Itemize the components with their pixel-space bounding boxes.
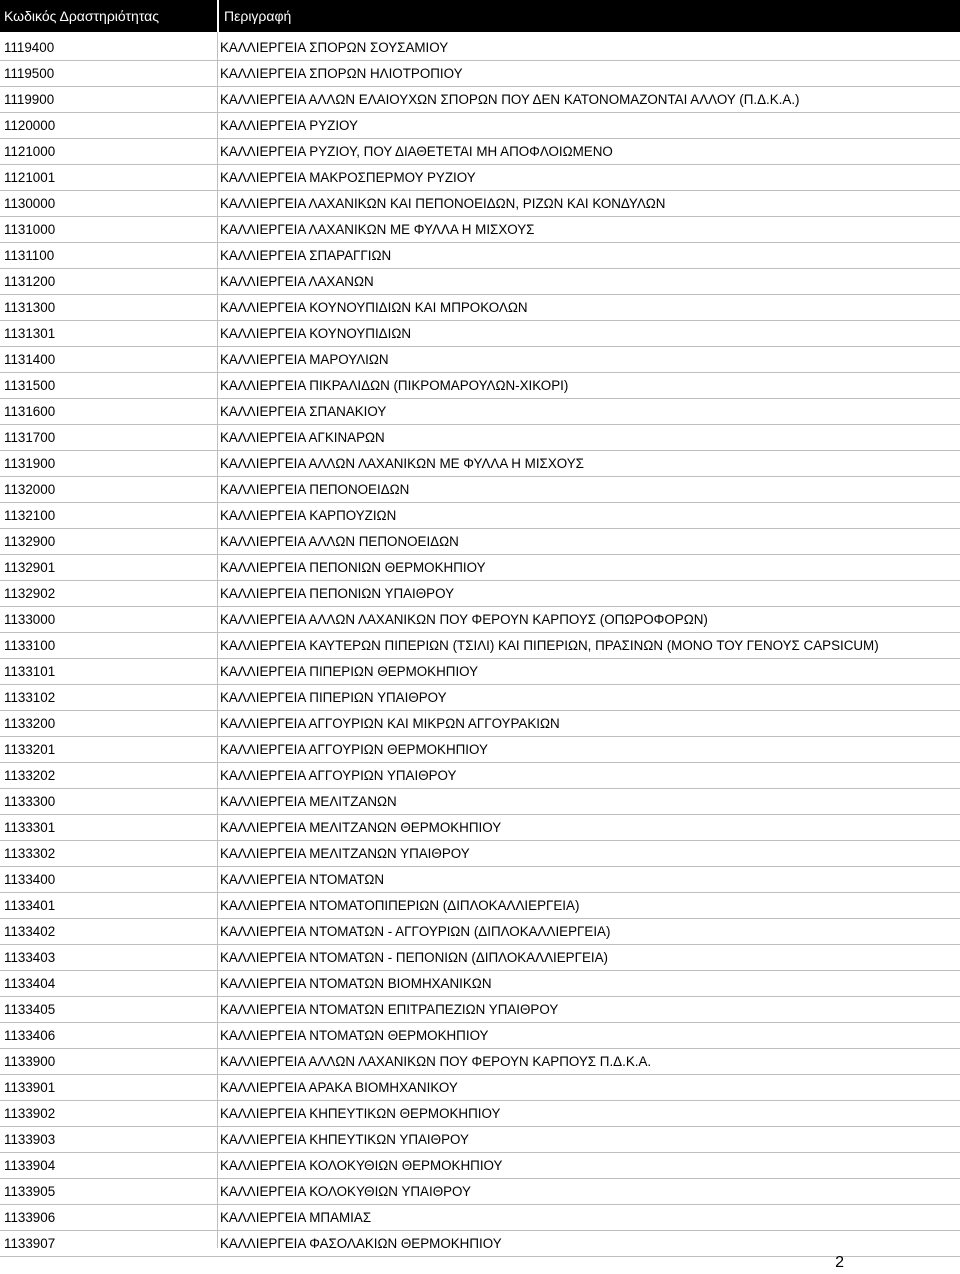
activity-description: ΚΑΛΛΙΕΡΓΕΙΑ ΑΛΛΩΝ ΛΑΧΑΝΙΚΩΝ ΠΟΥ ΦΕΡΟΥΝ ΚΑΡΠΟΥΣ (ΟΠΩΡΟΦΟΡΩΝ) — [220, 612, 708, 627]
activity-description: ΚΑΛΛΙΕΡΓΕΙΑ ΛΑΧΑΝΙΚΩΝ ΜΕ ΦΥΛΛΑ Η ΜΙΣΧΟΥΣ — [220, 222, 535, 237]
table-row — [0, 217, 960, 243]
header-code: Κωδικός Δραστηριότητας — [4, 8, 159, 24]
table-row — [0, 867, 960, 893]
activity-code: 1133404 — [4, 976, 56, 991]
table-row — [0, 503, 960, 529]
activity-description: ΚΑΛΛΙΕΡΓΕΙΑ ΜΑΚΡΟΣΠΕΡΜΟΥ ΡΥΖΙΟΥ — [220, 170, 476, 185]
activity-description: ΚΑΛΛΙΕΡΓΕΙΑ ΣΠΑΡΑΓΓΙΩΝ — [220, 248, 392, 263]
activity-description: ΚΑΛΛΙΕΡΓΕΙΑ ΠΙΠΕΡΙΩΝ ΥΠΑΙΘΡΟΥ — [220, 690, 447, 705]
table-row — [0, 1153, 960, 1179]
activity-description: ΚΑΛΛΙΕΡΓΕΙΑ ΦΑΣΟΛΑΚΙΩΝ ΘΕΡΜΟΚΗΠΙΟΥ — [220, 1236, 502, 1251]
activity-code: 1130000 — [4, 196, 56, 211]
activity-code: 1133904 — [4, 1158, 56, 1173]
table-row — [0, 737, 960, 763]
activity-description: ΚΑΛΛΙΕΡΓΕΙΑ ΠΕΠΟΝΙΩΝ ΥΠΑΙΘΡΟΥ — [220, 586, 455, 601]
table-row — [0, 633, 960, 659]
activity-code: 1133402 — [4, 924, 56, 939]
activity-code: 1133906 — [4, 1210, 56, 1225]
activity-description: ΚΑΛΛΙΕΡΓΕΙΑ ΚΑΡΠΟΥΖΙΩΝ — [220, 508, 397, 523]
activity-code: 1132900 — [4, 534, 56, 549]
table-row — [0, 607, 960, 633]
table-row — [0, 139, 960, 165]
activity-code: 1131301 — [4, 326, 56, 341]
activity-description: ΚΑΛΛΙΕΡΓΕΙΑ ΜΠΑΜΙΑΣ — [220, 1210, 372, 1225]
activity-description: ΚΑΛΛΙΕΡΓΕΙΑ ΑΓΓΟΥΡΙΩΝ ΚΑΙ ΜΙΚΡΩΝ ΑΓΓΟΥΡΑΚΙΩΝ — [220, 716, 560, 731]
activity-code: 1131000 — [4, 222, 56, 237]
table-row — [0, 1179, 960, 1205]
table-row — [0, 893, 960, 919]
activity-description: ΚΑΛΛΙΕΡΓΕΙΑ ΑΛΛΩΝ ΛΑΧΑΝΙΚΩΝ ΠΟΥ ΦΕΡΟΥΝ ΚΑΡΠΟΥΣ Π.Δ.Κ.Α. — [220, 1054, 652, 1069]
table-row — [0, 295, 960, 321]
table-row — [0, 1231, 960, 1257]
activity-code: 1133102 — [4, 690, 56, 705]
activity-description: ΚΑΛΛΙΕΡΓΕΙΑ ΠΙΠΕΡΙΩΝ ΘΕΡΜΟΚΗΠΙΟΥ — [220, 664, 479, 679]
activity-code: 1133905 — [4, 1184, 56, 1199]
table-row — [0, 165, 960, 191]
activity-code: 1121001 — [4, 170, 56, 185]
table-row — [0, 113, 960, 139]
header-description: Περιγραφή — [224, 8, 292, 24]
activity-code: 1133202 — [4, 768, 56, 783]
table-row — [0, 997, 960, 1023]
table-row — [0, 347, 960, 373]
table-row — [0, 659, 960, 685]
activity-code: 1131900 — [4, 456, 56, 471]
table-row — [0, 763, 960, 789]
table-row — [0, 87, 960, 113]
table-row — [0, 1101, 960, 1127]
table-row — [0, 555, 960, 581]
activity-description: ΚΑΛΛΙΕΡΓΕΙΑ ΑΛΛΩΝ ΠΕΠΟΝΟΕΙΔΩΝ — [220, 534, 459, 549]
activity-code: 1119900 — [4, 92, 55, 107]
activity-code: 1133903 — [4, 1132, 56, 1147]
activity-code: 1133406 — [4, 1028, 56, 1043]
activity-description: ΚΑΛΛΙΕΡΓΕΙΑ ΝΤΟΜΑΤΟΠΙΠΕΡΙΩΝ (ΔΙΠΛΟΚΑΛΛΙΕΡΓΕΙΑ) — [220, 898, 580, 913]
table-row — [0, 243, 960, 269]
activity-code: 1131600 — [4, 404, 56, 419]
table-row — [0, 425, 960, 451]
activity-code: 1119500 — [4, 66, 55, 81]
activity-code: 1133201 — [4, 742, 56, 757]
activity-code: 1131300 — [4, 300, 56, 315]
activity-code: 1132901 — [4, 560, 56, 575]
activity-code: 1133405 — [4, 1002, 56, 1017]
activity-description: ΚΑΛΛΙΕΡΓΕΙΑ ΑΡΑΚΑ ΒΙΟΜΗΧΑΝΙΚΟΥ — [220, 1080, 458, 1095]
activity-code: 1133000 — [4, 612, 56, 627]
activity-description: ΚΑΛΛΙΕΡΓΕΙΑ ΣΠΟΡΩΝ ΣΟΥΣΑΜΙΟΥ — [220, 40, 449, 55]
activity-description: ΚΑΛΛΙΕΡΓΕΙΑ ΚΑΥΤΕΡΩΝ ΠΙΠΕΡΙΩΝ (ΤΣΙΛΙ) ΚΑΙ ΠΙΠΕΡΙΩΝ, ΠΡΑΣΙΝΩΝ (ΜΟΝΟ ΤΟΥ ΓΕΝΟΥΣ CAPSICUM) — [220, 638, 879, 653]
activity-code: 1132000 — [4, 482, 56, 497]
table-row — [0, 815, 960, 841]
table-row — [0, 971, 960, 997]
table-row — [0, 1205, 960, 1231]
activity-code: 1131400 — [4, 352, 56, 367]
table-row — [0, 35, 960, 61]
activity-code: 1131700 — [4, 430, 56, 445]
activity-description: ΚΑΛΛΙΕΡΓΕΙΑ ΜΕΛΙΤΖΑΝΩΝ — [220, 794, 397, 809]
activity-description: ΚΑΛΛΙΕΡΓΕΙΑ ΚΗΠΕΥΤΙΚΩΝ ΥΠΑΙΘΡΟΥ — [220, 1132, 469, 1147]
table-row — [0, 945, 960, 971]
activity-code: 1133300 — [4, 794, 56, 809]
activity-code: 1133100 — [4, 638, 56, 653]
table-row — [0, 581, 960, 607]
table-row — [0, 399, 960, 425]
table-row — [0, 711, 960, 737]
activity-description: ΚΑΛΛΙΕΡΓΕΙΑ ΡΥΖΙΟΥ, ΠΟΥ ΔΙΑΘΕΤΕΤΑΙ ΜΗ ΑΠΟΦΛΟΙΩΜΕΝΟ — [220, 144, 613, 159]
table-row — [0, 529, 960, 555]
table-row — [0, 61, 960, 87]
activity-code: 1119400 — [4, 40, 55, 55]
activity-description: ΚΑΛΛΙΕΡΓΕΙΑ ΝΤΟΜΑΤΩΝ ΘΕΡΜΟΚΗΠΙΟΥ — [220, 1028, 489, 1043]
activity-description: ΚΑΛΛΙΕΡΓΕΙΑ ΣΠΟΡΩΝ ΗΛΙΟΤΡΟΠΙΟΥ — [220, 66, 463, 81]
activity-description: ΚΑΛΛΙΕΡΓΕΙΑ ΠΕΠΟΝΟΕΙΔΩΝ — [220, 482, 410, 497]
activity-description: ΚΑΛΛΙΕΡΓΕΙΑ ΑΓΓΟΥΡΙΩΝ ΥΠΑΙΘΡΟΥ — [220, 768, 457, 783]
activity-description: ΚΑΛΛΙΕΡΓΕΙΑ ΡΥΖΙΟΥ — [220, 118, 358, 133]
activity-description: ΚΑΛΛΙΕΡΓΕΙΑ ΚΟΛΟΚΥΘΙΩΝ ΘΕΡΜΟΚΗΠΙΟΥ — [220, 1158, 503, 1173]
activity-code: 1132902 — [4, 586, 56, 601]
activity-code: 1132100 — [4, 508, 56, 523]
activity-description: ΚΑΛΛΙΕΡΓΕΙΑ ΝΤΟΜΑΤΩΝ - ΠΕΠΟΝΙΩΝ (ΔΙΠΛΟΚΑΛΛΙΕΡΓΕΙΑ) — [220, 950, 609, 965]
table-row — [0, 841, 960, 867]
activity-description: ΚΑΛΛΙΕΡΓΕΙΑ ΚΟΥΝΟΥΠΙΔΙΩΝ — [220, 326, 412, 341]
table-row — [0, 1075, 960, 1101]
table-header — [0, 0, 960, 32]
activity-description: ΚΑΛΛΙΕΡΓΕΙΑ ΣΠΑΝΑΚΙΟΥ — [220, 404, 387, 419]
activity-code: 1133403 — [4, 950, 56, 965]
activity-description: ΚΑΛΛΙΕΡΓΕΙΑ ΚΟΛΟΚΥΘΙΩΝ ΥΠΑΙΘΡΟΥ — [220, 1184, 471, 1199]
activity-code: 1133907 — [4, 1236, 56, 1251]
activity-description: ΚΑΛΛΙΕΡΓΕΙΑ ΜΑΡΟΥΛΙΩΝ — [220, 352, 389, 367]
activity-code: 1133401 — [4, 898, 56, 913]
activity-code: 1131500 — [4, 378, 56, 393]
activity-description: ΚΑΛΛΙΕΡΓΕΙΑ ΜΕΛΙΤΖΑΝΩΝ ΘΕΡΜΟΚΗΠΙΟΥ — [220, 820, 502, 835]
activity-description: ΚΑΛΛΙΕΡΓΕΙΑ ΠΕΠΟΝΙΩΝ ΘΕΡΜΟΚΗΠΙΟΥ — [220, 560, 486, 575]
table-row — [0, 1127, 960, 1153]
activity-code: 1133200 — [4, 716, 56, 731]
activity-description: ΚΑΛΛΙΕΡΓΕΙΑ ΠΙΚΡΑΛΙΔΩΝ (ΠΙΚΡΟΜΑΡΟΥΛΩΝ-ΧΙΚΟΡΙ) — [220, 378, 569, 393]
activity-description: ΚΑΛΛΙΕΡΓΕΙΑ ΚΗΠΕΥΤΙΚΩΝ ΘΕΡΜΟΚΗΠΙΟΥ — [220, 1106, 501, 1121]
activity-code: 1131100 — [4, 248, 55, 263]
table-body — [0, 35, 960, 1257]
activity-description: ΚΑΛΛΙΕΡΓΕΙΑ ΜΕΛΙΤΖΑΝΩΝ ΥΠΑΙΘΡΟΥ — [220, 846, 470, 861]
table-row — [0, 1023, 960, 1049]
table-row — [0, 191, 960, 217]
activity-description: ΚΑΛΛΙΕΡΓΕΙΑ ΛΑΧΑΝΙΚΩΝ ΚΑΙ ΠΕΠΟΝΟΕΙΔΩΝ, ΡΙΖΩΝ ΚΑΙ ΚΟΝΔΥΛΩΝ — [220, 196, 666, 211]
activity-description: ΚΑΛΛΙΕΡΓΕΙΑ ΛΑΧΑΝΩΝ — [220, 274, 374, 289]
table-row — [0, 919, 960, 945]
activity-code: 1131200 — [4, 274, 56, 289]
table-row — [0, 685, 960, 711]
table-row — [0, 789, 960, 815]
table-row — [0, 477, 960, 503]
activity-code: 1133400 — [4, 872, 56, 887]
activity-description: ΚΑΛΛΙΕΡΓΕΙΑ ΝΤΟΜΑΤΩΝ - ΑΓΓΟΥΡΙΩΝ (ΔΙΠΛΟΚΑΛΛΙΕΡΓΕΙΑ) — [220, 924, 611, 939]
activity-code: 1121000 — [4, 144, 56, 159]
activity-code: 1133900 — [4, 1054, 56, 1069]
activity-code: 1133302 — [4, 846, 56, 861]
activity-description: ΚΑΛΛΙΕΡΓΕΙΑ ΑΛΛΩΝ ΕΛΑΙΟΥΧΩΝ ΣΠΟΡΩΝ ΠΟΥ ΔΕΝ ΚΑΤΟΝΟΜΑΖΟΝΤΑΙ ΑΛΛΟΥ (Π.Δ.Κ.Α.) — [220, 92, 800, 107]
page-number: 2 — [835, 1254, 844, 1271]
table-row — [0, 373, 960, 399]
activity-code: 1133902 — [4, 1106, 56, 1121]
activity-description: ΚΑΛΛΙΕΡΓΕΙΑ ΝΤΟΜΑΤΩΝ — [220, 872, 385, 887]
table-row — [0, 321, 960, 347]
table-row — [0, 269, 960, 295]
activity-description: ΚΑΛΛΙΕΡΓΕΙΑ ΚΟΥΝΟΥΠΙΔΙΩΝ ΚΑΙ ΜΠΡΟΚΟΛΩΝ — [220, 300, 528, 315]
table-row — [0, 451, 960, 477]
activity-description: ΚΑΛΛΙΕΡΓΕΙΑ ΝΤΟΜΑΤΩΝ ΒΙΟΜΗΧΑΝΙΚΩΝ — [220, 976, 492, 991]
activity-description: ΚΑΛΛΙΕΡΓΕΙΑ ΝΤΟΜΑΤΩΝ ΕΠΙΤΡΑΠΕΖΙΩΝ ΥΠΑΙΘΡΟΥ — [220, 1002, 559, 1017]
table-row — [0, 1049, 960, 1075]
activity-code: 1120000 — [4, 118, 56, 133]
activity-description: ΚΑΛΛΙΕΡΓΕΙΑ ΑΓΚΙΝΑΡΩΝ — [220, 430, 385, 445]
activity-description: ΚΑΛΛΙΕΡΓΕΙΑ ΑΓΓΟΥΡΙΩΝ ΘΕΡΜΟΚΗΠΙΟΥ — [220, 742, 488, 757]
header-divider — [217, 0, 219, 32]
activity-code: 1133901 — [4, 1080, 56, 1095]
activity-code: 1133301 — [4, 820, 56, 835]
activity-description: ΚΑΛΛΙΕΡΓΕΙΑ ΑΛΛΩΝ ΛΑΧΑΝΙΚΩΝ ΜΕ ΦΥΛΛΑ Η ΜΙΣΧΟΥΣ — [220, 456, 584, 471]
activity-code: 1133101 — [4, 664, 56, 679]
